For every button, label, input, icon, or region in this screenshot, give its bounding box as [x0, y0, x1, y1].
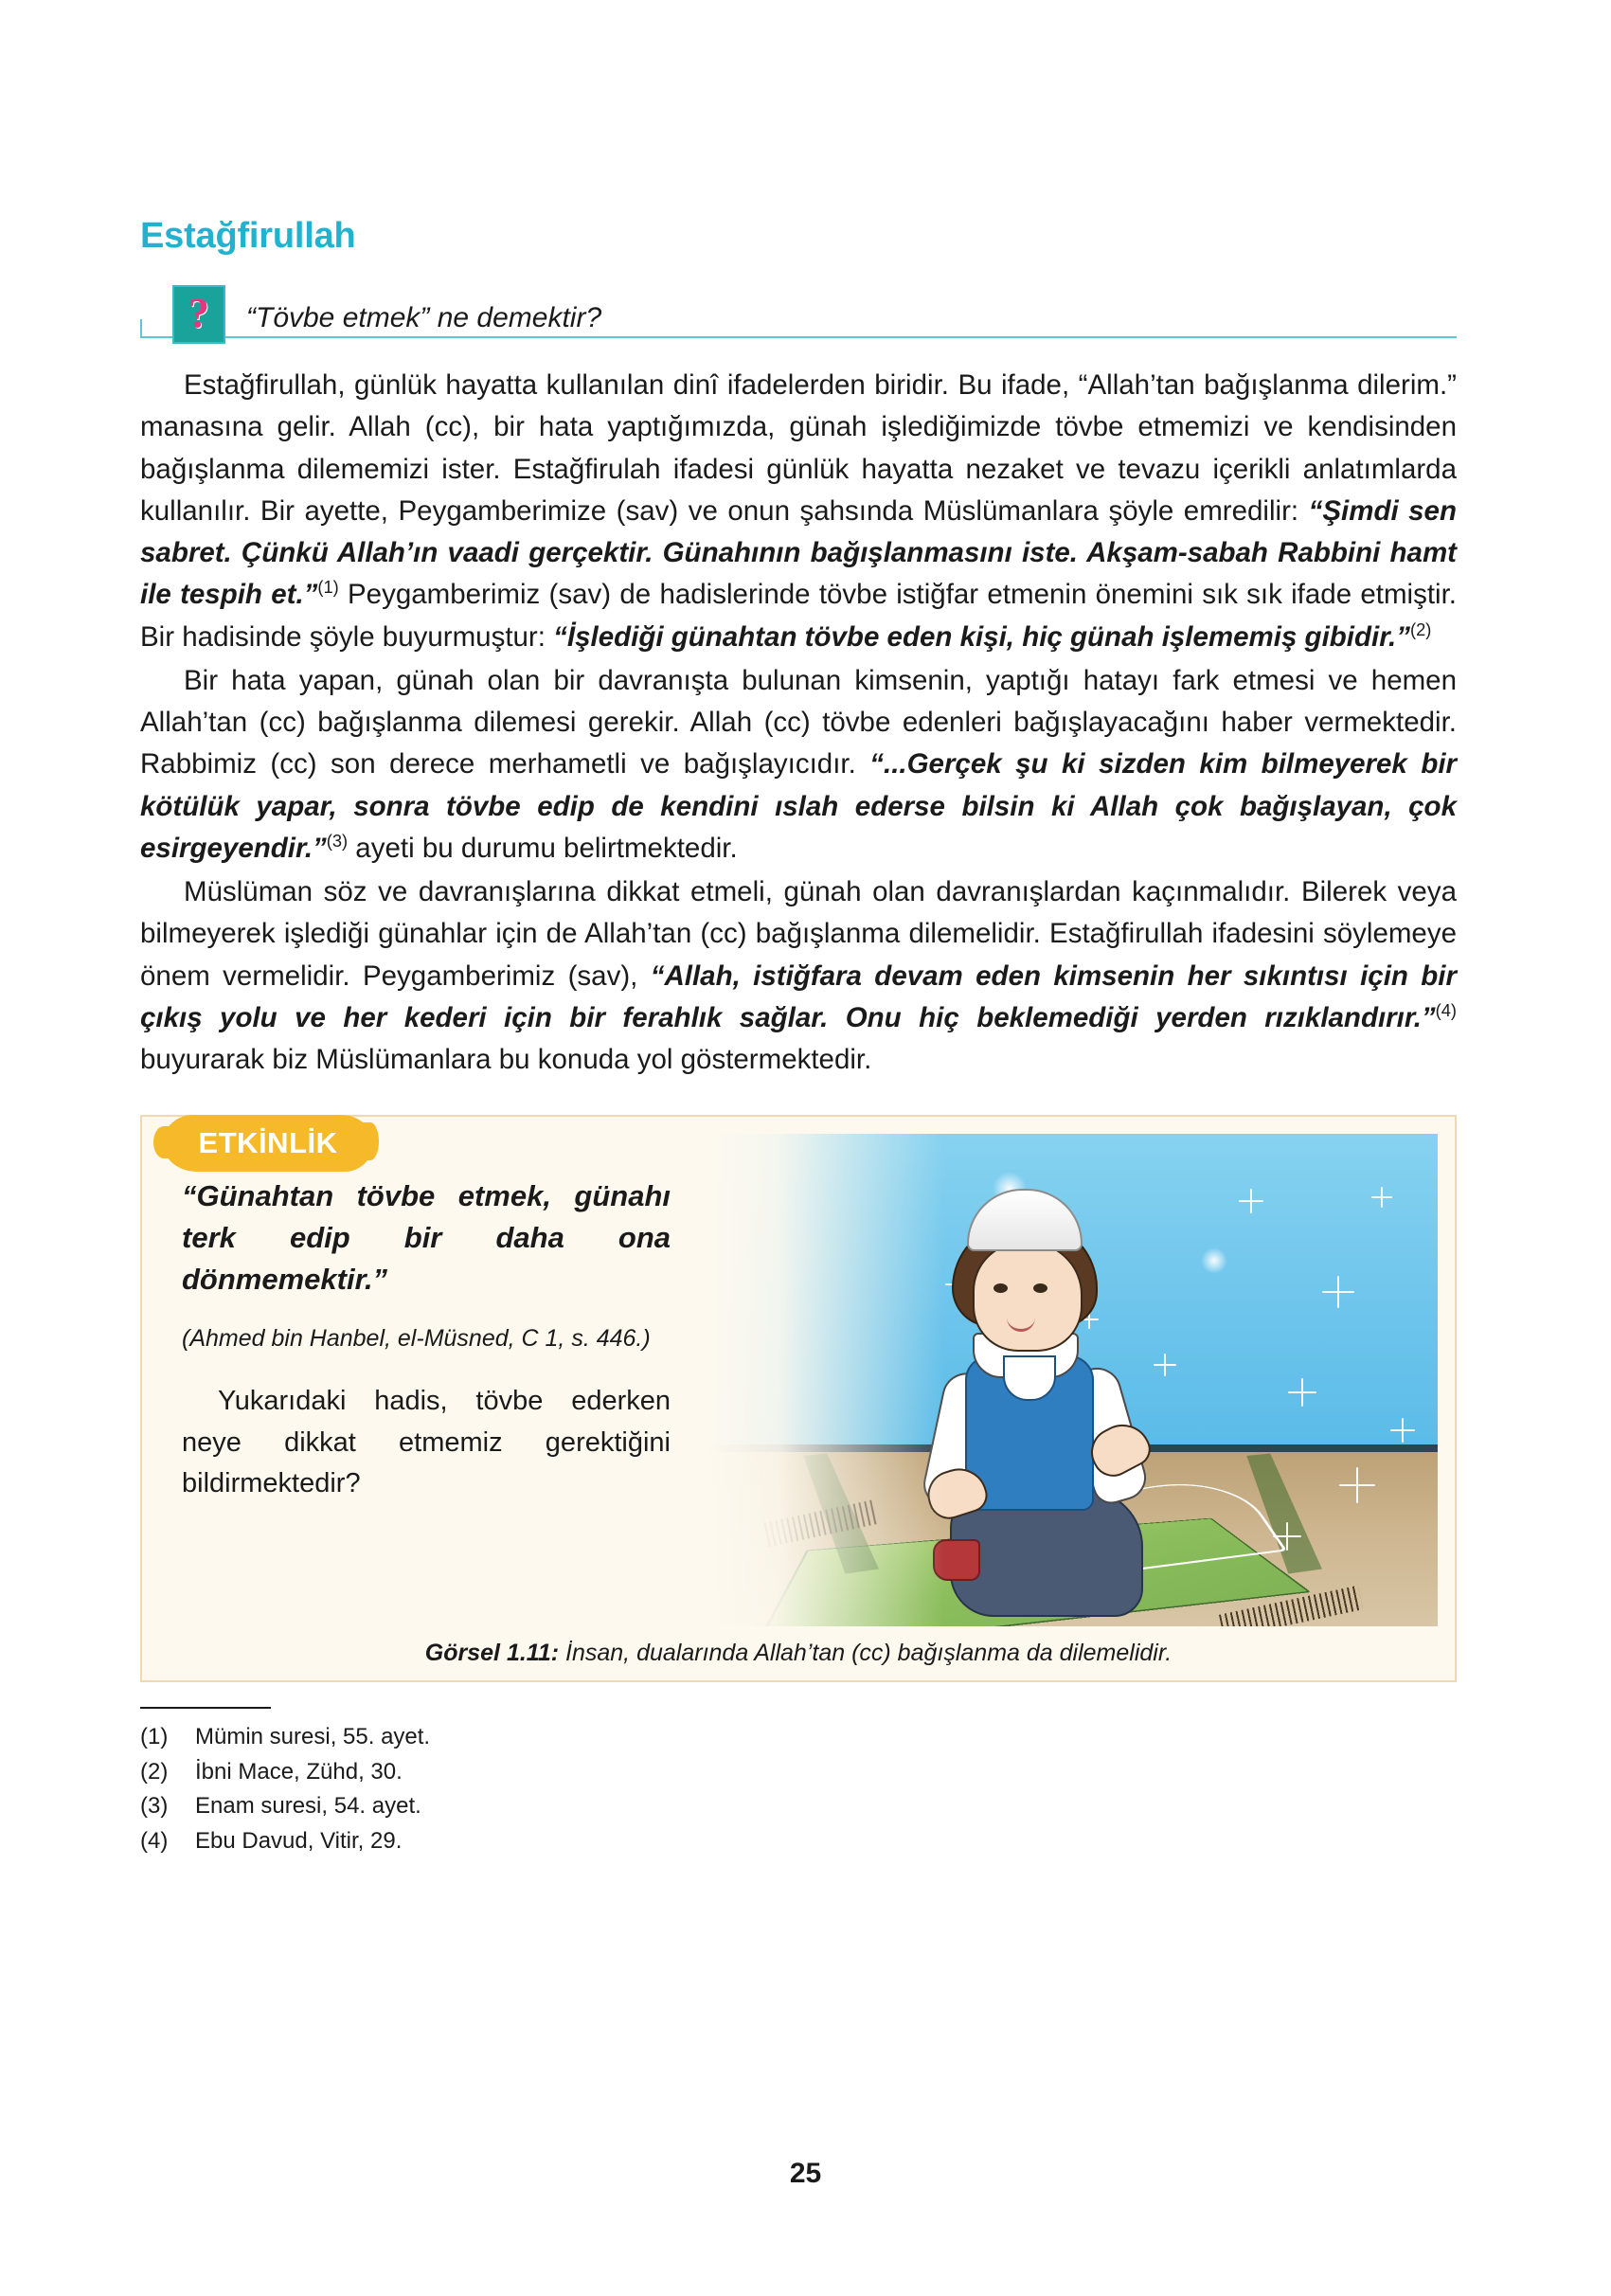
paragraph-text: Müslüman söz ve davranışlarına dikkat etmeli, günah olan davranışlardan kaçınmalıdır. Bilerek veya bilmeyerek işlediği günahlar için de Allah’tan (cc) bağışlanma dilemelidir. Estağfirullah ifadesini söylemeye önem vermelidir. Peygamberimiz (sav),: [140, 876, 1457, 992]
body-paragraph: [140, 660, 1457, 870]
footnote-item: [140, 1824, 1457, 1858]
footnote-marker: (1): [317, 577, 339, 598]
activity-hadith-source: (Ahmed bin Hanbel, el-Müsned, C 1, s. 446.): [182, 1325, 651, 1353]
prompt-question-bar: [140, 278, 1457, 348]
footnote-item: [140, 1755, 1457, 1789]
footnotes: [140, 1707, 1457, 1858]
footnote-number: (1): [140, 1724, 169, 1750]
footnote-text: Enam suresi, 54. ayet.: [195, 1793, 421, 1820]
sparkle-star-icon: [1273, 1522, 1301, 1551]
activity-section: [140, 1115, 1457, 1682]
figure-caption: [159, 1640, 1438, 1667]
activity-text-column: [159, 1134, 689, 1626]
body-paragraphs: [140, 365, 1457, 1081]
page-content: [140, 216, 1457, 1858]
footnote-text: Mümin suresi, 55. ayet.: [195, 1724, 431, 1750]
paragraph-text: buyurarak biz Müslümanlara bu konuda yol göstermektedir.: [140, 1044, 872, 1075]
paragraph-text: Estağfirullah, günlük hayatta kullanılan dinî ifadelerden biridir. Bu ifade, “Allah’tan bağışlanma dilerim.” manasına gelir. Allah (cc), bir hata yaptığımızda, günah işlediğimizde tövbe etmemizi ve kendisinden bağışlanma dilememizi ister. Estağfirulah ifadesi günlük hayatta nezaket ve tevazu içerikli anlatımlarda kullanılır. Bir ayette, Peygamberimize (sav) ve onun şahsında Müslümanlara şöyle emredilir:: [140, 369, 1457, 527]
question-mark-icon: [172, 285, 225, 344]
footnote-marker: (3): [326, 830, 349, 851]
footnote-marker: (2): [1410, 619, 1432, 639]
activity-question: Yukarıdaki hadis, tövbe ederken neye dikkat etmemiz gerektiğini bildirmektedir?: [182, 1386, 671, 1499]
activity-badge: [163, 1115, 373, 1172]
footnote-number: (2): [140, 1758, 169, 1785]
sparkle-star-icon: [1288, 1378, 1316, 1407]
activity-inner: [159, 1134, 1438, 1626]
body-paragraph: [140, 365, 1457, 658]
praying-boy-illustration: [708, 1134, 1438, 1626]
figure-caption-text: İnsan, dualarında Allah’tan (cc) bağışlanma da dilemelidir.: [559, 1640, 1172, 1667]
prompt-rule: [140, 336, 1457, 338]
illustration-left-fade: [708, 1134, 945, 1626]
inline-quote: “Şimdi sen sabret. Çünkü Allah’ın vaadi gerçektir. Günahının bağışlanmasını iste. Akşam-sabah Rabbini hamt ile tespih et.”: [140, 494, 1457, 611]
sparkle-star-icon: [1239, 1189, 1263, 1213]
paragraph-text: Peygamberimiz (sav) de hadislerinde tövbe istiğfar etmenin önemini sık sık ifade etmiştir. Bir hadisinde şöyle buyurmuştur:: [140, 579, 1457, 653]
inline-quote: “İşlediği günahtan tövbe eden kişi, hiç günah işlememiş gibidir.”: [553, 620, 1411, 653]
footnote-number: (4): [140, 1827, 169, 1854]
boy-figure: [912, 1189, 1196, 1596]
body-paragraph: [140, 871, 1457, 1081]
sparkle-star-icon: [1371, 1187, 1392, 1208]
footnote-separator: [140, 1707, 271, 1709]
boy-prayer-cap: [967, 1189, 1083, 1251]
inline-quote: “Allah, istiğfara devam eden kimsenin her sıkıntısı için bir çıkış yolu ve her kederi için bir ferahlık sağlar. Onu hiç beklemediği yerden rızıklandırır.”: [140, 960, 1457, 1033]
inline-quote: “...Gerçek şu ki sizden kim bilmeyerek bir kötülük yapar, sonra tövbe edip de kendini ıslah ederse bilsin ki Allah çok bağışlayan, çok esirgeyendir.”: [140, 748, 1458, 864]
boy-face: [973, 1242, 1083, 1352]
footnote-list: [140, 1720, 1457, 1858]
activity-badge-label: ETKİNLİK: [198, 1126, 338, 1160]
footnote-item: [140, 1720, 1457, 1754]
activity-box: [140, 1115, 1457, 1682]
footnote-text: İbni Mace, Zühd, 30.: [195, 1758, 403, 1785]
paragraph-text: ayeti bu durumu belirtmektedir.: [348, 832, 738, 864]
page-title: Estağfirullah: [140, 216, 356, 256]
footnote-item: [140, 1789, 1457, 1823]
figure-caption-label: Görsel 1.11:: [424, 1640, 560, 1667]
footnote-marker: (4): [1435, 999, 1457, 1020]
prompt-question-text: “Tövbe etmek” ne demektir?: [246, 302, 602, 333]
sparkle-star-icon: [1339, 1467, 1375, 1503]
footnote-number: (3): [140, 1793, 169, 1820]
prompt-elbow: [140, 319, 142, 338]
question-mark-glyph: ?: [188, 290, 209, 337]
page-number: 25: [789, 2158, 822, 2189]
footnote-text: Ebu Davud, Vitir, 29.: [195, 1827, 403, 1854]
boy-vest-neckline: [1003, 1355, 1056, 1401]
paragraph-text: Bir hata yapan, günah olan bir davranışta bulunan kimsenin, yaptığı hatayı fark etmesi ve hemen Allah’tan (cc) bağışlanma dilemesi gerekir. Allah (cc) tövbe edenleri bağışlayacağını haber vermektedir. Rabbimiz (cc) son derece merhametli ve bağışlayıcıdır.: [140, 664, 1457, 780]
sparkle-star-icon: [1322, 1276, 1354, 1308]
activity-hadith: “Günahtan tövbe etmek, günahı terk edip bir daha ona dönmemektir.”: [182, 1179, 671, 1297]
sparkle-star-icon: [1390, 1418, 1415, 1443]
